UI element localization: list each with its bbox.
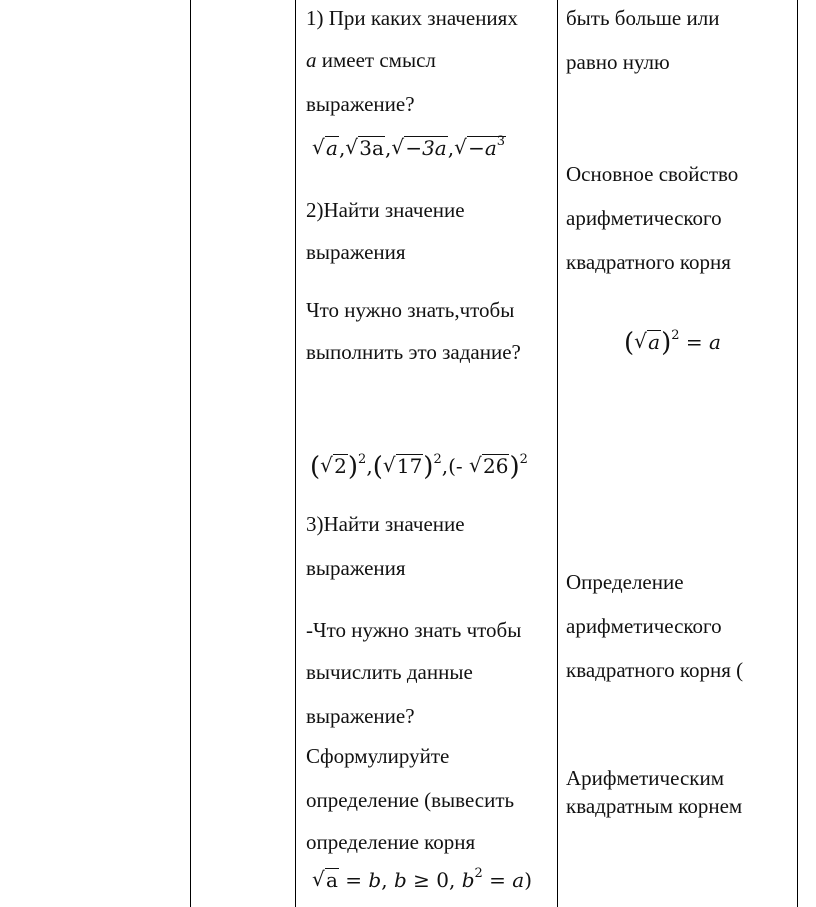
q3-line1: 3)Найти значение — [306, 512, 465, 536]
table-border-2 — [295, 0, 296, 907]
sqrt-26: √ 26 — [469, 453, 509, 478]
table-border-3 — [557, 0, 558, 907]
q2-expressions: ( √ 2)$^2$,( √ 17)$^2$,(- √ 26)$^2$ — [310, 452, 528, 482]
a2-formula: ( √ a)$^2$ = a — [624, 328, 721, 358]
a4-line2: квадратным корнем — [566, 794, 743, 818]
q3-ask6: определение корня — [306, 830, 476, 854]
cell-empty-2 — [191, 0, 295, 907]
q3-ask1: -Что нужно знать чтобы — [306, 618, 522, 642]
q1-var-a: a — [306, 48, 317, 72]
a3-line3: квадратного корня ( — [566, 658, 744, 682]
q1-expressions: √ a, √ 3a, √ −3a, √ $-a^3$ — [312, 134, 506, 160]
q1-line2-text: имеет смысл — [321, 48, 436, 72]
q1-line3: выражение? — [306, 92, 415, 116]
a2-line3: квадратного корня — [566, 250, 731, 274]
sqrt-minus-3a: √ −3a — [391, 135, 447, 160]
q2-ask2: выполнить это задание? — [306, 340, 521, 364]
q2-line1: 2)Найти значение — [306, 198, 465, 222]
q3-ask2: вычислить данные — [306, 660, 473, 684]
a3-line1: Определение — [566, 570, 684, 594]
q3-line2: выражения — [306, 556, 406, 580]
q3-ask5: определение (вывесить — [306, 788, 515, 812]
sqrt-a: √ a — [312, 135, 338, 160]
a2-line1: Основное свойство — [566, 162, 739, 186]
cell-questions — [306, 0, 556, 907]
sqrt-minus-a-cubed: √ $-a^3$ — [454, 134, 506, 160]
cell-answers — [566, 0, 796, 907]
q2-ask1: Что нужно знать,чтобы — [306, 298, 515, 322]
sqrt-a-def: √ a — [312, 867, 338, 892]
a3-line2: арифметического — [566, 614, 722, 638]
q3-definition-formula: √ a = b, b ≥ 0, $b^2 = a$) — [312, 866, 533, 892]
a2-line2: арифметического — [566, 206, 722, 230]
a1-line1: быть больше или — [566, 6, 720, 30]
sqrt-3a: √ 3a — [345, 135, 384, 160]
q3-ask3: выражение? — [306, 704, 415, 728]
q2-line2: выражения — [306, 240, 406, 264]
q1-line1: 1) При каких значениях — [306, 6, 518, 30]
q3-ask4: Сформулируйте — [306, 744, 450, 768]
sqrt-a-squared: √ a — [634, 329, 661, 354]
a1-line2: равно нулю — [566, 50, 670, 74]
a4-line1: Арифметическим — [566, 766, 724, 790]
sqrt-17: √ 17 — [382, 453, 423, 478]
cell-empty-1 — [0, 0, 190, 907]
cell-empty-5 — [798, 0, 816, 907]
q1-line2 — [306, 48, 436, 72]
sqrt-2: √ 2 — [320, 453, 347, 478]
